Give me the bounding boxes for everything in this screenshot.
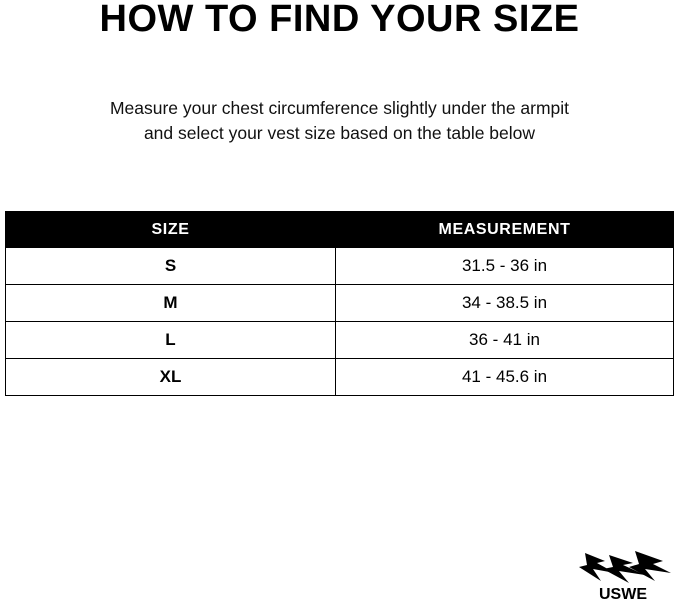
cell-size: L <box>6 322 336 359</box>
table-row <box>6 285 674 322</box>
instructions-line-1: Measure your chest circumference slightly under the armpit <box>109 97 570 118</box>
table-row <box>6 359 674 396</box>
instructions-line-2: and select your vest size based on the table below <box>143 123 536 144</box>
cell-size: S <box>6 248 336 285</box>
column-header-size: SIZE <box>6 212 336 248</box>
uswe-logo <box>575 551 671 603</box>
size-table-header <box>6 212 674 248</box>
size-table-body <box>6 248 674 396</box>
cell-size: M <box>6 285 336 322</box>
page-title: HOW TO FIND YOUR SIZE <box>99 0 580 40</box>
cell-measurement: 31.5 - 36 in <box>336 248 674 285</box>
column-header-measurement: MEASUREMENT <box>336 212 674 248</box>
cell-size: XL <box>6 359 336 396</box>
table-header-row <box>6 212 674 248</box>
cell-measurement: 36 - 41 in <box>336 322 674 359</box>
brand-wordmark: USWE <box>599 586 647 603</box>
cell-measurement: 34 - 38.5 in <box>336 285 674 322</box>
size-table-container <box>5 211 673 396</box>
table-row <box>6 248 674 285</box>
cell-measurement: 41 - 45.6 in <box>336 359 674 396</box>
instructions-text <box>0 40 679 147</box>
size-table <box>5 211 674 396</box>
table-row <box>6 322 674 359</box>
